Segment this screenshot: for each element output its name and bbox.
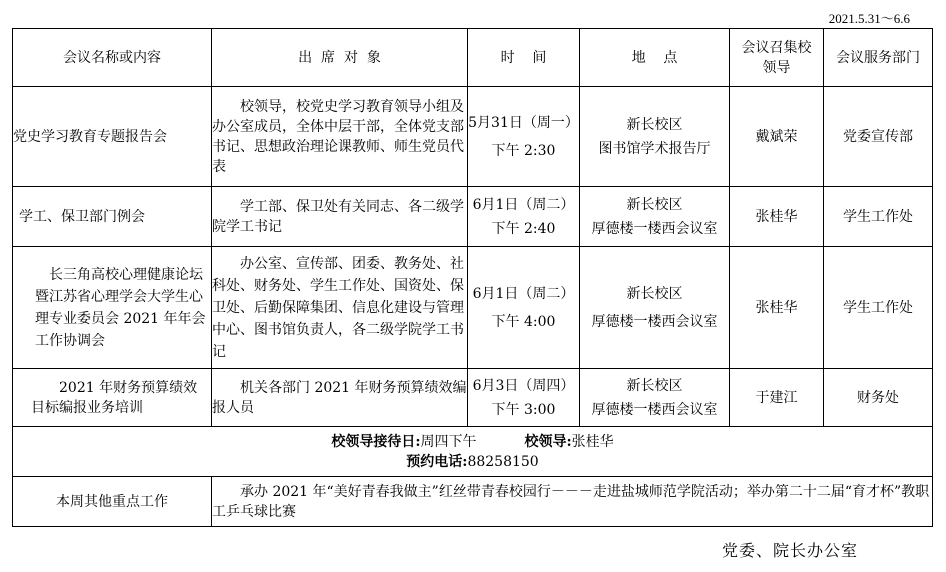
reception-leader-label: 校领导: — [524, 433, 572, 450]
signature: 党委、院长办公室 — [722, 541, 859, 560]
meeting-hour: 下午 2:30 — [491, 142, 556, 159]
header-row — [13, 29, 933, 87]
header-name: 会议名称或内容 — [13, 29, 212, 87]
convening-leader: 戴斌荣 — [730, 87, 824, 187]
meeting-name: 2021 年财务预算绩效目标编报业务培训 — [13, 369, 212, 427]
meeting-hour: 下午 4:00 — [491, 313, 556, 330]
header-leader: 会议召集校领导 — [730, 29, 824, 87]
meeting-time — [468, 187, 580, 247]
meeting-name: 党史学习教育专题报告会 — [13, 87, 212, 187]
meeting-time — [468, 247, 580, 369]
header-place: 地 点 — [580, 29, 730, 87]
meeting-place — [580, 87, 730, 187]
campus: 新长校区 — [626, 377, 683, 394]
meeting-date: 6月1日（周二） — [472, 285, 575, 302]
meeting-time — [468, 369, 580, 427]
convening-leader: 于建江 — [730, 369, 824, 427]
date-range: 2021.5.31～6.6 — [828, 11, 910, 26]
meeting-hour: 下午 2:40 — [491, 220, 556, 237]
header-attendees: 出 席 对 象 — [212, 29, 468, 87]
header-time: 时 间 — [468, 29, 580, 87]
service-dept: 学生工作处 — [824, 187, 933, 247]
meeting-time — [468, 87, 580, 187]
header-dept: 会议服务部门 — [824, 29, 933, 87]
attendees: 校领导，校党史学习教育领导小组及办公室成员，全体中层干部，全体党支部书记、思想政治理论课教师、师生党员代表 — [212, 87, 468, 187]
meeting-name: 长三角高校心理健康论坛暨江苏省心理学会大学生心理专业委员会 2021 年年会工作协调会 — [13, 247, 212, 369]
reception-row — [13, 427, 933, 477]
attendees: 机关各部门 2021 年财务预算绩效编报人员 — [212, 369, 468, 427]
table-row — [13, 247, 933, 369]
service-dept: 学生工作处 — [824, 247, 933, 369]
reception-phone-line — [13, 452, 932, 472]
meeting-date: 6月1日（周二） — [472, 196, 575, 213]
reception-day-label: 校领导接待日: — [331, 433, 421, 450]
campus: 新长校区 — [626, 285, 683, 302]
meeting-hour: 下午 3:00 — [491, 401, 556, 418]
campus: 新长校区 — [626, 196, 683, 213]
room: 厚德楼一楼西会议室 — [591, 401, 718, 418]
table-row — [13, 369, 933, 427]
table-row — [13, 187, 933, 247]
other-work-label: 本周其他重点工作 — [13, 477, 212, 527]
meeting-name: 学工、保卫部门例会 — [13, 187, 212, 247]
campus: 新长校区 — [626, 116, 683, 133]
table-row — [13, 87, 933, 187]
room: 图书馆学术报告厅 — [598, 140, 711, 157]
reception-day-line — [13, 432, 932, 452]
room: 厚德楼一楼西会议室 — [591, 313, 718, 330]
service-dept: 财务处 — [824, 369, 933, 427]
meeting-place — [580, 369, 730, 427]
attendees: 办公室、宣传部、团委、教务处、社科处、财务处、学生工作处、国资处、保卫处、后勤保障集团、信息化建设与管理中心、图书馆负责人，各二级学院学工书记 — [212, 247, 468, 369]
meeting-place — [580, 247, 730, 369]
meeting-date: 5月31日（周一） — [468, 114, 579, 131]
reception-day-value: 周四下午 — [420, 433, 477, 450]
reception-phone-label: 预约电话: — [406, 453, 468, 470]
reception-phone-value: 88258150 — [467, 453, 539, 470]
meeting-place — [580, 187, 730, 247]
reception-leader-value: 张桂华 — [571, 433, 614, 450]
meeting-date: 6月3日（周四） — [472, 377, 575, 394]
attendees: 学工部、保卫处有关同志、各二级学院学工书记 — [212, 187, 468, 247]
reception-info — [13, 427, 933, 477]
convening-leader: 张桂华 — [730, 247, 824, 369]
other-work-row — [13, 477, 933, 527]
schedule-table — [12, 28, 933, 527]
convening-leader: 张桂华 — [730, 187, 824, 247]
service-dept: 党委宣传部 — [824, 87, 933, 187]
room: 厚德楼一楼西会议室 — [591, 220, 718, 237]
other-work-text: 承办 2021 年“美好青春我做主”红丝带青春校园行－－－走进盐城师范学院活动；举办第二十二届“育才杯”教职工乒乓球比赛 — [212, 477, 933, 527]
